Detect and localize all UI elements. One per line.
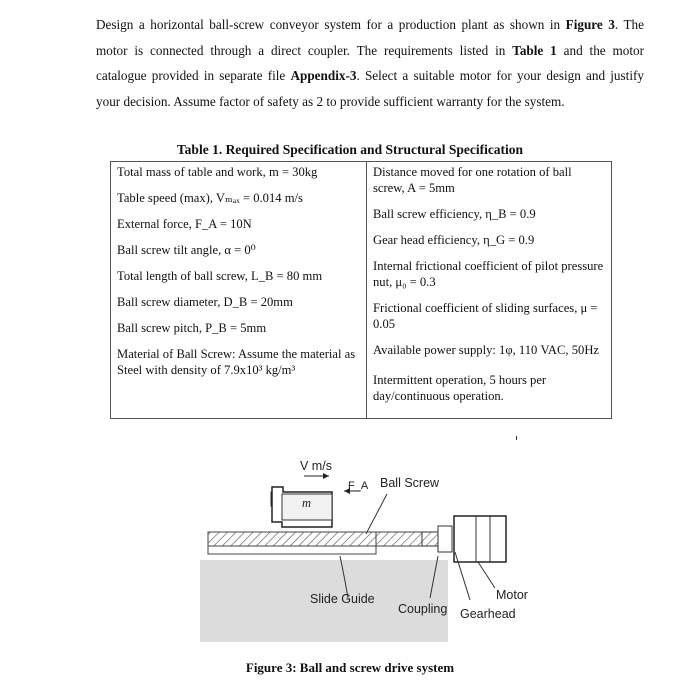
- spec-screw-pitch: Ball screw pitch, P_B = 5mm: [117, 321, 267, 335]
- table-caption: Table 1. Required Specification and Structural Specification: [176, 142, 524, 157]
- stray-mark: [516, 436, 517, 440]
- spec-gear-efficiency: Gear head efficiency, η_G = 0.9: [373, 233, 535, 247]
- slide-guide-label: Slide Guide: [310, 592, 375, 606]
- ball-screw-label: Ball Screw: [380, 476, 440, 490]
- coupling-part: [422, 532, 438, 546]
- table-reference: Table 1: [512, 42, 557, 58]
- screw-thread-left: [208, 532, 376, 546]
- spec-right-column: [367, 162, 612, 419]
- ball-screw-figure: [180, 452, 560, 642]
- gearhead-part: [438, 526, 452, 552]
- intro-text-2: . The motor is connected through a direct coupler. The requirements listed in: [96, 17, 645, 58]
- spec-left-column: [111, 162, 367, 419]
- screw-thread-right: [376, 532, 422, 546]
- ball-screw-leader: [366, 494, 387, 534]
- spec-distance-per-rotation: Distance moved for one rotation of ball screw, A = 5mm: [373, 165, 572, 195]
- motor-leader: [478, 562, 495, 588]
- motor-part: [454, 516, 506, 562]
- mass-label: m: [302, 496, 312, 510]
- velocity-arrow-head: [323, 473, 329, 479]
- force-label: F_A: [348, 480, 369, 492]
- spec-table-speed: Table speed (max), Vₘₐₓ = 0.014 m/s: [117, 191, 303, 205]
- spec-table: [110, 161, 612, 419]
- spec-screw-diameter: Ball screw diameter, D_B = 20mm: [117, 295, 293, 309]
- spec-operation: Intermittent operation, 5 hours per day/continuous operation.: [373, 373, 547, 403]
- intro-text-1: Design a horizontal ball-screw conveyor system for a production plant as shown in: [96, 17, 566, 32]
- spec-nut-friction: Internal frictional coefficient of pilot pressure nut, μ₀ = 0.3: [373, 259, 604, 289]
- appendix-reference: Appendix-3: [290, 68, 357, 83]
- figure-reference: Figure 3: [565, 17, 615, 32]
- spec-screw-length: Total length of ball screw, L_B = 80 mm: [117, 269, 323, 283]
- motor-label: Motor: [496, 588, 528, 602]
- intro-paragraph: [96, 12, 644, 114]
- spec-tilt-angle: Ball screw tilt angle, α = 0⁰: [117, 243, 256, 257]
- spec-material: Material of Ball Screw: Assume the material as Steel with density of 7.9x10³ kg/m³: [117, 347, 356, 377]
- spec-mass: Total mass of table and work, m = 30kg: [117, 165, 318, 179]
- gearhead-label: Gearhead: [460, 607, 516, 621]
- intro-text-4: . Select a suitable motor for your design and justify your decision. Assume factor of safety as 2 to provide sufficient warranty for the system.: [96, 68, 644, 109]
- spec-sliding-friction: Frictional coefficient of sliding surfaces, μ = 0.05: [373, 301, 598, 331]
- speed-label: V m/s: [300, 459, 332, 473]
- spec-power-supply: Available power supply: 1φ, 110 VAC, 50Hz: [373, 343, 599, 357]
- slide-rail: [208, 546, 376, 554]
- spec-external-force: External force, F_A = 10N: [117, 217, 252, 231]
- intro-text-3: and the motor catalogue provided in separate file: [96, 42, 645, 83]
- coupling-label: Coupling: [398, 602, 448, 616]
- figure-caption: Figure 3: Ball and screw drive system: [245, 660, 455, 675]
- spec-screw-efficiency: Ball screw efficiency, η_B = 0.9: [373, 207, 536, 221]
